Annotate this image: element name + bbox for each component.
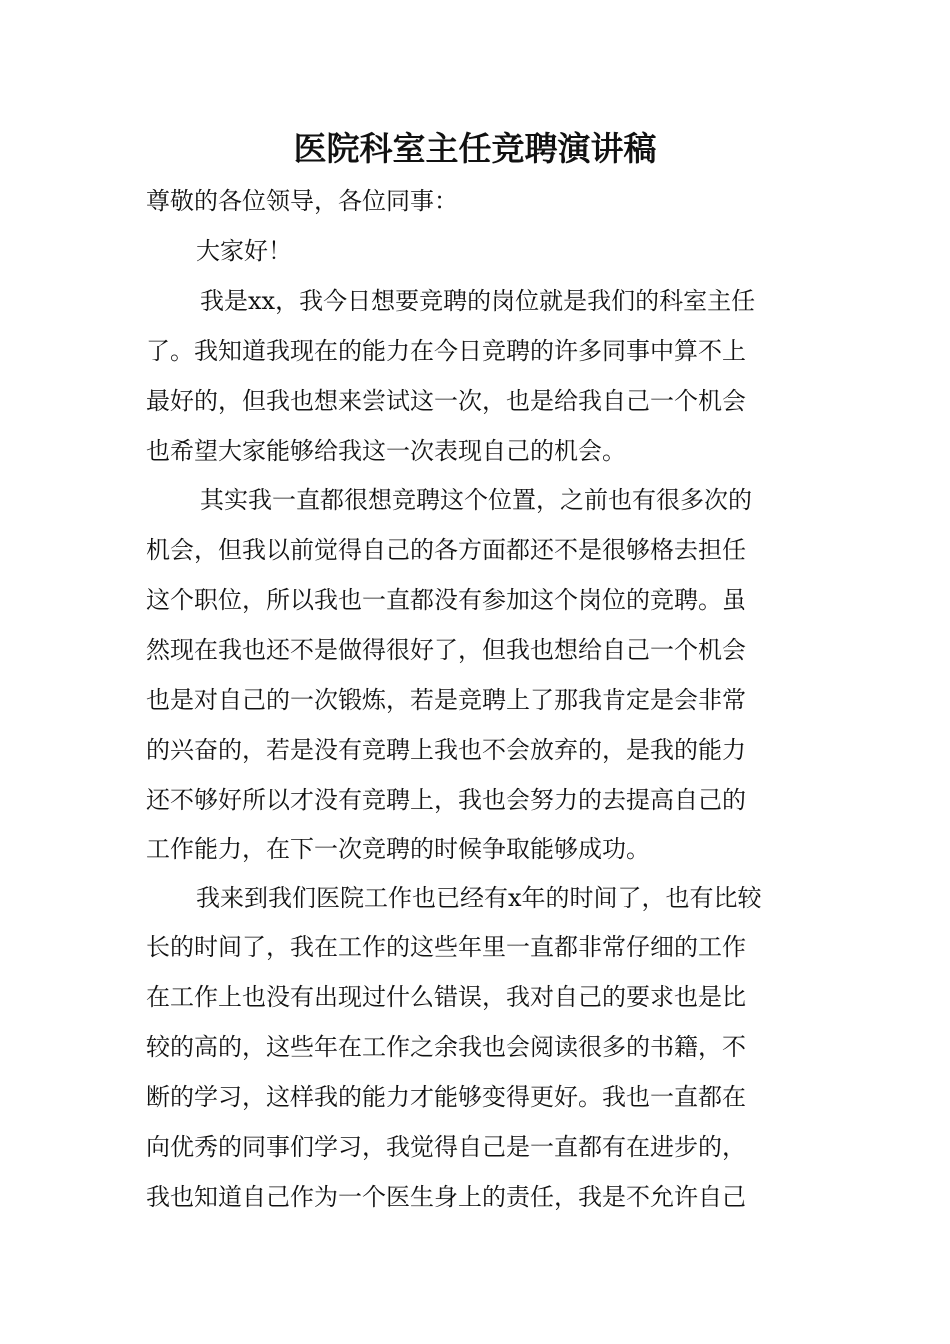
document-title: 医院科室主任竞聘演讲稿 bbox=[293, 129, 657, 168]
paragraph-2-line-4: 然现在我也还不是做得很好了，但我也想给自己一个机会 bbox=[146, 636, 746, 664]
paragraph-2-line-5: 也是对自己的一次锻炼，若是竞聘上了那我肯定是会非常 bbox=[146, 686, 746, 714]
paragraph-3-line-1: 我来到我们医院工作也已经有x年的时间了，也有比较 bbox=[196, 884, 762, 912]
greeting: 大家好！ bbox=[196, 237, 292, 265]
paragraph-3-line-2: 长的时间了，我在工作的这些年里一直都非常仔细的工作 bbox=[146, 933, 746, 961]
paragraph-3-line-7: 我也知道自己作为一个医生身上的责任，我是不允许自己 bbox=[146, 1183, 746, 1211]
paragraph-3-line-6: 向优秀的同事们学习，我觉得自己是一直都有在进步的， bbox=[146, 1133, 746, 1161]
paragraph-2-line-2: 机会，但我以前觉得自己的各方面都还不是很够格去担任 bbox=[146, 536, 746, 564]
paragraph-3-line-4: 较的高的，这些年在工作之余我也会阅读很多的书籍，不 bbox=[146, 1033, 746, 1061]
paragraph-1-line-2: 了。我知道我现在的能力在今日竞聘的许多同事中算不上 bbox=[146, 337, 746, 365]
paragraph-2-line-3: 这个职位，所以我也一直都没有参加这个岗位的竞聘。虽 bbox=[146, 586, 746, 614]
paragraph-2-line-8: 工作能力，在下一次竞聘的时候争取能够成功。 bbox=[146, 835, 650, 863]
paragraph-3-line-5: 断的学习，这样我的能力才能够变得更好。我也一直都在 bbox=[146, 1083, 746, 1111]
paragraph-2-line-7: 还不够好所以才没有竞聘上，我也会努力的去提高自己的 bbox=[146, 786, 746, 814]
paragraph-3-line-3: 在工作上也没有出现过什么错误，我对自己的要求也是比 bbox=[146, 983, 746, 1011]
salutation: 尊敬的各位领导，各位同事： bbox=[146, 187, 458, 215]
paragraph-1-line-1: 我是xx，我今日想要竞聘的岗位就是我们的科室主任 bbox=[200, 287, 756, 315]
paragraph-1-line-4: 也希望大家能够给我这一次表现自己的机会。 bbox=[146, 437, 626, 465]
paragraph-1-line-3: 最好的，但我也想来尝试这一次，也是给我自己一个机会 bbox=[146, 387, 746, 415]
paragraph-2-line-6: 的兴奋的，若是没有竞聘上我也不会放弃的，是我的能力 bbox=[146, 736, 746, 764]
paragraph-2-line-1: 其实我一直都很想竞聘这个位置，之前也有很多次的 bbox=[200, 486, 752, 514]
